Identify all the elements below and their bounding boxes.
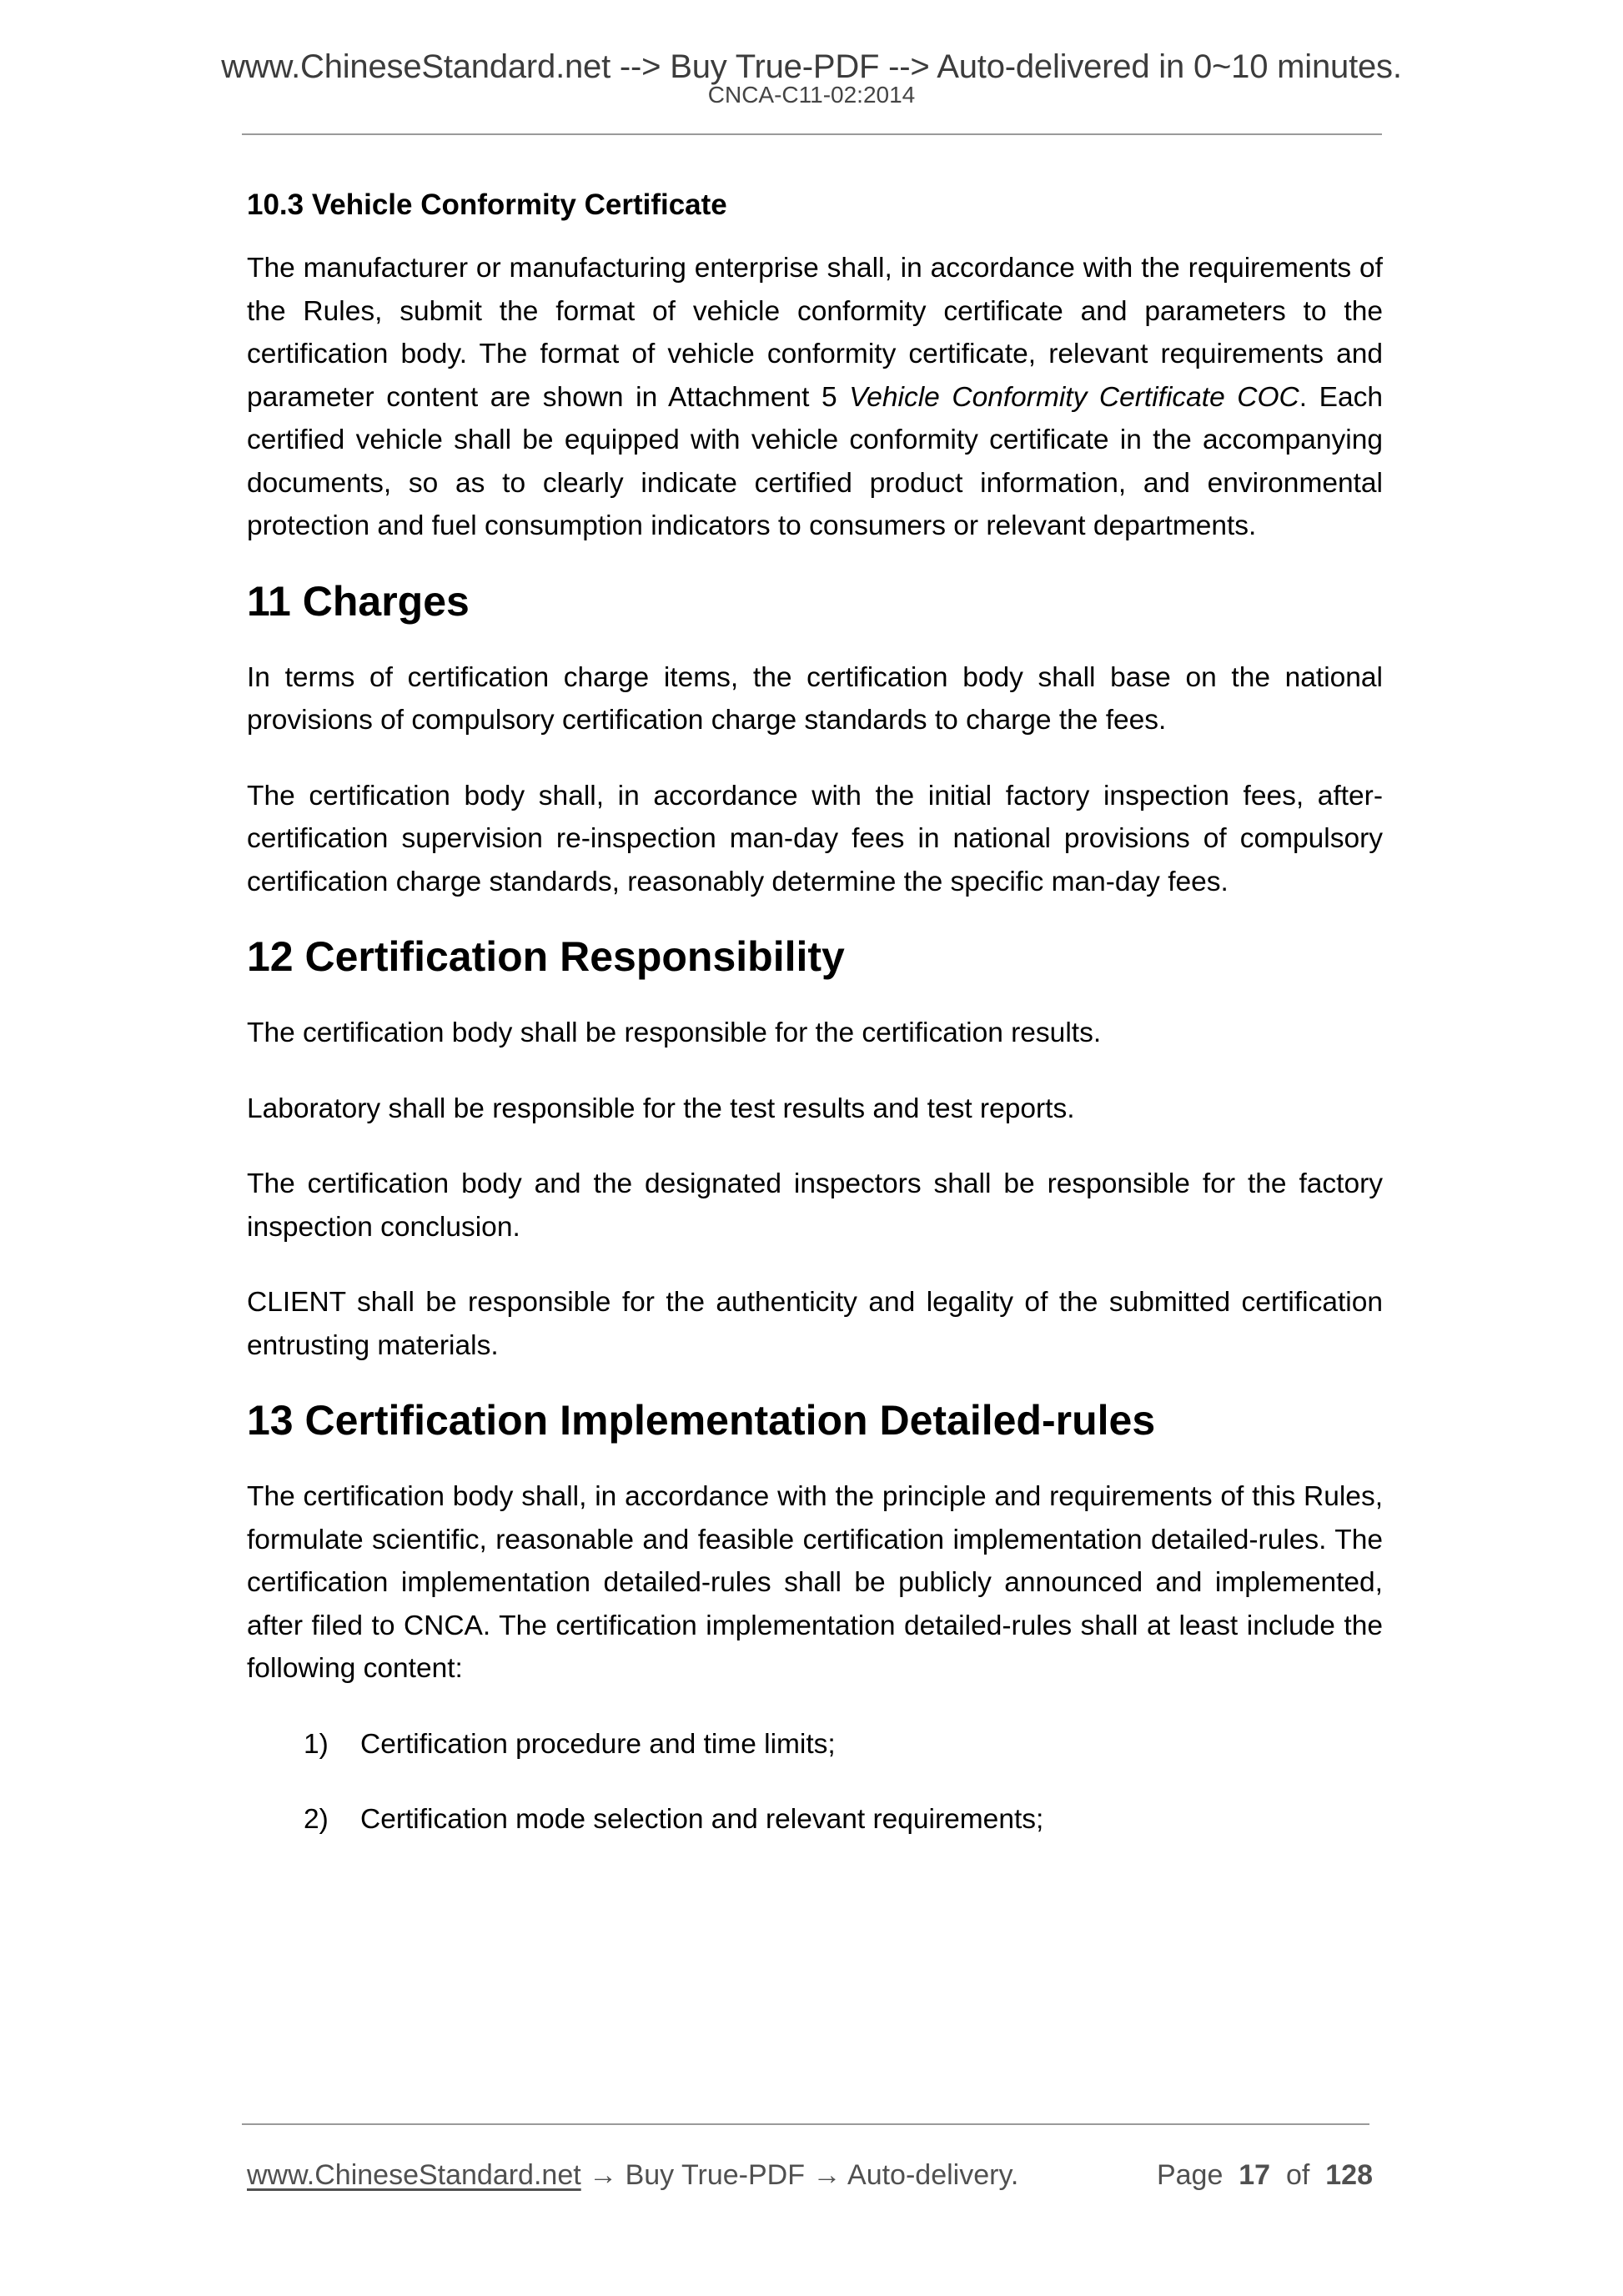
- document-code: CNCA-C11-02:2014: [707, 82, 916, 108]
- paragraph-10-3-text-b: . Each certified vehicle shall be equipped with vehicle conformity certificate in the accompanying documents, so as to clearly indicate certified product information, and environmental protection and fuel consumption indicators to consumers or relevant departments.: [247, 381, 1383, 541]
- paragraph-12-1: The certification body shall be responsible for the certification results.: [247, 1017, 1102, 1048]
- paragraph-10-3-text-a: The manufacturer or manufacturing enterprise shall, in accordance with the requirements of the Rules, submit the format of vehicle conformity certificate and parameters to the certification body. The format of vehicle conformity certificate, relevant requirements and parameter content are shown in Attachment 5: [247, 253, 1383, 413]
- footer-divider: [242, 2123, 1369, 2125]
- heading-13-detailed-rules: 13 Certification Implementation Detailed-rules: [247, 1397, 1156, 1444]
- list-number: 2): [304, 1804, 329, 1835]
- paragraph-11-1: In terms of certification charge items, the certification body shall base on the national provisions of compulsory certification charge standards to charge the fees.: [247, 661, 1383, 736]
- page-label: Page: [1156, 2159, 1224, 2191]
- paragraph-10-3: [247, 247, 1383, 548]
- page-current: 17: [1239, 2159, 1271, 2191]
- paragraph-12-3: The certification body and the designated inspectors shall be responsible for the factory inspection conclusion.: [247, 1168, 1383, 1243]
- header-banner: www.ChineseStandard.net --> Buy True-PDF --> Auto-delivered in 0~10 minutes.: [221, 48, 1402, 85]
- page-indicator: [1157, 2157, 1373, 2193]
- footer-step-delivery: Auto-delivery.: [847, 2159, 1019, 2191]
- arrow-right-icon: →: [812, 2159, 842, 2191]
- footer-step-buy: Buy True-PDF: [625, 2159, 805, 2191]
- paragraph-11-2: The certification body shall, in accordance with the initial factory inspection fees, after-certification supervision re-inspection man-day fees in national provisions of compulsory certification charge standards, reasonably determine the specific man-day fees.: [247, 780, 1383, 897]
- page-total: 128: [1325, 2159, 1373, 2191]
- list-item: [247, 1723, 1383, 1766]
- list-number: 1): [304, 1728, 329, 1760]
- arrow-right-icon: →: [589, 2159, 618, 2191]
- heading-12-responsibility: 12 Certification Responsibility: [247, 933, 845, 980]
- heading-10-3: 10.3 Vehicle Conformity Certificate: [247, 188, 727, 221]
- list-item: [247, 1798, 1383, 1841]
- detailed-rules-list: [247, 1723, 1383, 1841]
- chinesestandard-link[interactable]: www.ChineseStandard.net: [247, 2159, 581, 2191]
- paragraph-12-4: CLIENT shall be responsible for the authenticity and legality of the submitted certification entrusting materials.: [247, 1287, 1383, 1361]
- page-content: [247, 185, 1383, 1841]
- paragraph-12-2: Laboratory shall be responsible for the test results and test reports.: [247, 1093, 1075, 1124]
- list-text: Certification procedure and time limits;: [360, 1728, 836, 1760]
- page-of-label: of: [1286, 2159, 1310, 2191]
- attachment-title: Vehicle Conformity Certificate COC: [849, 381, 1299, 413]
- list-text: Certification mode selection and relevant requirements;: [360, 1804, 1044, 1835]
- heading-11-charges: 11 Charges: [247, 577, 470, 625]
- header-divider: [242, 133, 1382, 135]
- page-footer: [247, 2157, 1373, 2193]
- paragraph-13-1: The certification body shall, in accordance with the principle and requirements of this Rules, formulate scientific, reasonable and feasible certification implementation detailed-rules. The certification implementation detailed-rules shall be publicly announced and implemented, after filed to CNCA. The certification implementation detailed-rules shall at least include the following content:: [247, 1481, 1383, 1684]
